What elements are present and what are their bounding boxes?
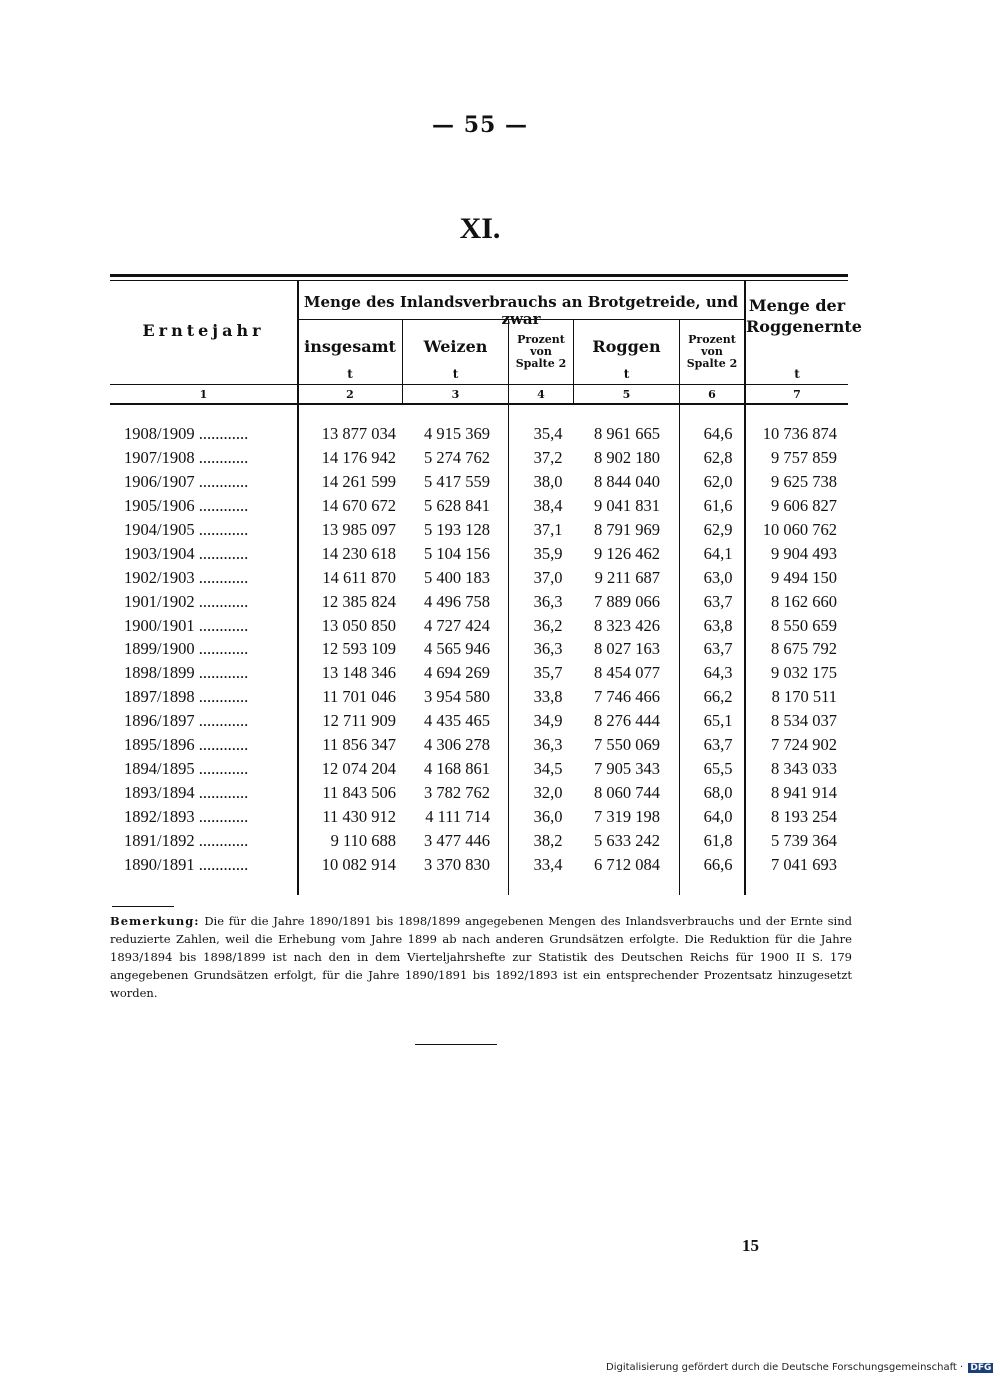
cell-wheat-percent: 37,1	[533, 519, 563, 539]
cell-wheat-percent: 37,2	[533, 447, 563, 467]
cell-total: 13 877 034	[321, 424, 396, 443]
table-row	[110, 663, 848, 687]
cell-rye-harvest: 7 724 902	[771, 735, 837, 755]
cell-wheat: 5 417 559	[424, 471, 490, 491]
cell-rye-percent: 66,6	[703, 854, 733, 874]
header-insgesamt: insgesamt	[304, 337, 396, 356]
cell-year: 1897/1898 ............	[124, 687, 249, 707]
cell-rye-percent: 63,7	[703, 591, 733, 611]
cell-rye: 6 712 084	[594, 854, 660, 874]
cell-rye-harvest: 8 534 037	[771, 711, 837, 731]
table-row	[110, 592, 848, 616]
cell-rye-percent: 63,8	[703, 615, 733, 635]
cell-rye-harvest: 9 494 150	[771, 567, 837, 587]
table-row	[110, 687, 848, 711]
cell-total: 11 856 347	[322, 735, 396, 755]
cell-rye: 9 211 687	[594, 567, 660, 587]
cell-rye-percent: 65,5	[703, 759, 733, 779]
cell-total: 13 985 097	[321, 519, 396, 539]
table-row	[110, 831, 848, 855]
unit-col7: t	[794, 367, 800, 381]
cell-rye: 8 902 180	[594, 447, 660, 467]
cell-rye-harvest: 9 625 738	[771, 471, 837, 491]
header-erntejahr: Erntejahr	[142, 321, 265, 340]
cell-year: 1902/1903 ............	[124, 567, 249, 587]
cell-wheat: 4 915 369	[424, 424, 490, 443]
cell-total: 14 611 870	[322, 567, 396, 587]
cell-rye: 7 550 069	[594, 735, 660, 755]
sheet-number: 15	[742, 1236, 759, 1255]
cell-total: 14 230 618	[321, 543, 396, 563]
table-row	[110, 544, 848, 568]
cell-wheat-percent: 35,7	[533, 663, 563, 683]
header-bottom-rule	[110, 403, 848, 405]
header-roggen: Roggen	[592, 337, 661, 356]
cell-rye-harvest: 8 675 792	[771, 639, 837, 659]
cell-wheat: 5 400 183	[424, 567, 490, 587]
header-prozent-weizen: Prozent von Spalte 2	[515, 333, 567, 371]
cell-total: 11 701 046	[322, 687, 396, 707]
cell-wheat-percent: 36,3	[533, 735, 563, 755]
col-number-3: 3	[451, 388, 460, 401]
cell-year: 1903/1904 ............	[124, 543, 249, 563]
end-rule	[415, 1044, 497, 1045]
cell-rye-percent: 62,0	[703, 471, 733, 491]
digitization-credit	[606, 1362, 993, 1373]
credit-text: Digitalisierung gefördert durch die Deutsche Forschungsgemeinschaft ·	[606, 1362, 964, 1373]
cell-wheat-percent: 34,5	[533, 759, 563, 779]
cell-wheat: 4 168 861	[424, 759, 490, 779]
cell-wheat: 5 193 128	[424, 519, 490, 539]
cell-rye: 8 027 163	[594, 639, 660, 659]
table-row	[110, 759, 848, 783]
unit-col3: t	[452, 367, 459, 381]
header-weizen: Weizen	[423, 337, 488, 356]
cell-wheat-percent: 37,0	[533, 567, 563, 587]
cell-wheat-percent: 36,3	[533, 591, 563, 611]
cell-rye-harvest: 10 736 874	[762, 424, 837, 443]
cell-year: 1893/1894 ............	[124, 783, 249, 803]
cell-total: 11 430 912	[322, 807, 396, 826]
cell-rye: 7 319 198	[594, 807, 660, 826]
footnote	[110, 912, 852, 1002]
cell-year: 1906/1907 ............	[124, 471, 249, 491]
footnote-lead: Bemerkung:	[110, 914, 200, 928]
table-top-rule-thin	[110, 280, 848, 281]
cell-wheat-percent: 32,0	[533, 783, 563, 803]
cell-year: 1891/1892 ............	[124, 830, 249, 850]
cell-rye-percent: 64,6	[703, 424, 733, 443]
unit-col2: t	[347, 367, 353, 381]
cell-rye-percent: 64,0	[703, 807, 733, 826]
cell-wheat: 4 435 465	[424, 711, 490, 731]
col-number-6: 6	[708, 388, 716, 401]
cell-rye-harvest: 9 757 859	[771, 447, 837, 467]
cell-year: 1890/1891 ............	[124, 854, 249, 874]
table-row	[110, 639, 848, 663]
cell-wheat: 3 370 830	[424, 854, 490, 874]
cell-wheat-percent: 38,4	[533, 495, 563, 515]
cell-rye: 9 041 831	[594, 495, 660, 515]
cell-wheat-percent: 35,9	[533, 543, 563, 563]
cell-rye-percent: 63,7	[703, 639, 733, 659]
table-row	[110, 472, 848, 496]
table-row	[110, 568, 848, 592]
col-number-7: 7	[793, 388, 801, 401]
header-prozent-roggen: Prozent von Spalte 2	[686, 333, 738, 371]
cell-rye: 8 323 426	[594, 615, 660, 635]
cell-wheat-percent: 36,3	[533, 639, 563, 659]
cell-wheat: 3 782 762	[424, 783, 490, 803]
cell-wheat: 5 104 156	[424, 543, 490, 563]
cell-total: 12 385 824	[321, 591, 396, 611]
cell-year: 1901/1902 ............	[124, 591, 249, 611]
unit-col5: t	[623, 367, 630, 381]
dfg-logo: DFG	[970, 1363, 992, 1373]
page-number: — 55 —	[432, 112, 528, 138]
cell-year: 1904/1905 ............	[124, 519, 249, 539]
table-row	[110, 735, 848, 759]
cell-wheat: 4 565 946	[424, 639, 490, 659]
cell-wheat: 4 111 714	[425, 807, 490, 826]
cell-rye-percent: 65,1	[703, 711, 733, 731]
cell-total: 11 843 506	[322, 783, 396, 803]
cell-wheat: 4 496 758	[424, 591, 490, 611]
table-row	[110, 783, 848, 807]
cell-rye-harvest: 8 343 033	[771, 759, 837, 779]
cell-rye-percent: 62,8	[703, 447, 733, 467]
cell-total: 13 050 850	[321, 615, 396, 635]
header-group-label: Menge des Inlandsverbrauchs an Brotgetreide, und zwar	[303, 293, 739, 329]
cell-total: 14 176 942	[321, 447, 396, 467]
cell-rye-harvest: 8 941 914	[771, 783, 837, 803]
cell-wheat: 5 628 841	[424, 495, 490, 515]
cell-year: 1894/1895 ............	[124, 759, 249, 779]
cell-rye: 8 060 744	[594, 783, 660, 803]
cell-rye-harvest: 10 060 762	[762, 519, 837, 539]
cell-rye-harvest: 8 170 511	[771, 687, 837, 707]
cell-rye-percent: 68,0	[703, 783, 733, 803]
cell-total: 14 670 672	[321, 495, 396, 515]
cell-rye: 7 746 466	[594, 687, 660, 707]
cell-wheat-percent: 35,4	[533, 424, 563, 443]
cell-wheat-percent: 36,0	[533, 807, 563, 826]
cell-total: 13 148 346	[321, 663, 396, 683]
footnote-rule	[112, 906, 174, 907]
table-row	[110, 616, 848, 640]
cell-rye-percent: 64,3	[703, 663, 733, 683]
table-row	[110, 855, 848, 879]
cell-year: 1895/1896 ............	[124, 735, 249, 755]
table-row	[110, 496, 848, 520]
cell-rye-percent: 63,0	[703, 567, 733, 587]
col-number-4: 4	[537, 388, 545, 401]
cell-rye: 7 905 343	[594, 759, 660, 779]
cell-wheat: 5 274 762	[424, 447, 490, 467]
col-number-1: 1	[199, 388, 208, 401]
cell-wheat: 4 306 278	[424, 735, 490, 755]
table-row	[110, 520, 848, 544]
cell-total: 12 593 109	[321, 639, 396, 659]
cell-total: 9 110 688	[330, 830, 396, 850]
cell-year: 1898/1899 ............	[124, 663, 249, 683]
cell-rye-harvest: 5 739 364	[771, 830, 837, 850]
cell-wheat-percent: 34,9	[533, 711, 563, 731]
cell-rye-percent: 64,1	[703, 543, 733, 563]
cell-rye: 5 633 242	[594, 830, 660, 850]
cell-rye-harvest: 8 193 254	[771, 807, 837, 826]
table-row	[110, 807, 848, 831]
cell-wheat-percent: 38,2	[533, 830, 563, 850]
cell-total: 14 261 599	[321, 471, 396, 491]
cell-rye: 7 889 066	[594, 591, 660, 611]
col-number-2: 2	[346, 388, 354, 401]
table-top-rule	[110, 274, 848, 277]
cell-rye: 8 454 077	[594, 663, 660, 683]
cell-rye: 9 126 462	[594, 543, 660, 563]
cell-total: 12 074 204	[321, 759, 396, 779]
cell-year: 1896/1897 ............	[124, 711, 249, 731]
cell-year: 1892/1893 ............	[124, 807, 249, 826]
cell-rye-harvest: 8 162 660	[771, 591, 837, 611]
footnote-text: Die für die Jahre 1890/1891 bis 1898/1899 angegebenen Mengen des Inlandsverbrauchs und der Ernte sind reduzierte Zahlen, weil die Erhebung vom Jahre 1899 ab nach anderen Grundsätzen erfolgte. Die Reduktion für die Jahre 1893/1894 bis 1898/1899 ist nach den in dem Vierteljahrshefte zur Statistik des Deutschen Reichs für 1900 II S. 179 angegebenen Grundsätzen erfolgt, für die Jahre 1890/1891 bis 1892/1893 ist ein entsprechender Prozentsatz hinzugesetzt worden.	[110, 914, 853, 1000]
cell-wheat-percent: 36,2	[533, 615, 563, 635]
cell-year: 1908/1909 ............	[124, 424, 249, 443]
cell-rye-harvest: 9 032 175	[771, 663, 837, 683]
cell-wheat: 4 727 424	[424, 615, 490, 635]
cell-year: 1900/1901 ............	[124, 615, 249, 635]
header-roggenernte: Menge der Roggenernte	[746, 296, 862, 336]
cell-wheat: 4 694 269	[424, 663, 490, 683]
table-row	[110, 448, 848, 472]
cell-year: 1907/1908 ............	[124, 447, 249, 467]
cell-wheat: 3 954 580	[424, 687, 490, 707]
table-row	[110, 424, 848, 448]
cell-rye-harvest: 9 904 493	[771, 543, 837, 563]
cell-year: 1899/1900 ............	[124, 639, 249, 659]
cell-rye: 8 961 665	[594, 424, 660, 443]
cell-wheat-percent: 33,4	[533, 854, 563, 874]
cell-total: 12 711 909	[322, 711, 396, 731]
header-unit-rule	[110, 384, 848, 385]
table-body	[110, 424, 848, 879]
cell-rye-harvest: 7 041 693	[771, 854, 837, 874]
cell-rye-percent: 63,7	[703, 735, 733, 755]
cell-rye: 8 844 040	[594, 471, 660, 491]
cell-rye-percent: 66,2	[703, 687, 733, 707]
table-row	[110, 711, 848, 735]
cell-rye-percent: 61,8	[703, 830, 733, 850]
cell-rye-percent: 61,6	[703, 495, 733, 515]
cell-wheat-percent: 38,0	[533, 471, 563, 491]
col-number-5: 5	[622, 388, 631, 401]
cell-rye: 8 276 444	[594, 711, 660, 731]
cell-rye-harvest: 9 606 827	[771, 495, 837, 515]
cell-rye-harvest: 8 550 659	[771, 615, 837, 635]
cell-wheat-percent: 33,8	[533, 687, 563, 707]
cell-wheat: 3 477 446	[424, 830, 490, 850]
section-title: XI.	[459, 212, 501, 245]
cell-rye-percent: 62,9	[703, 519, 733, 539]
cell-year: 1905/1906 ............	[124, 495, 249, 515]
cell-total: 10 082 914	[321, 854, 396, 874]
cell-rye: 8 791 969	[594, 519, 660, 539]
